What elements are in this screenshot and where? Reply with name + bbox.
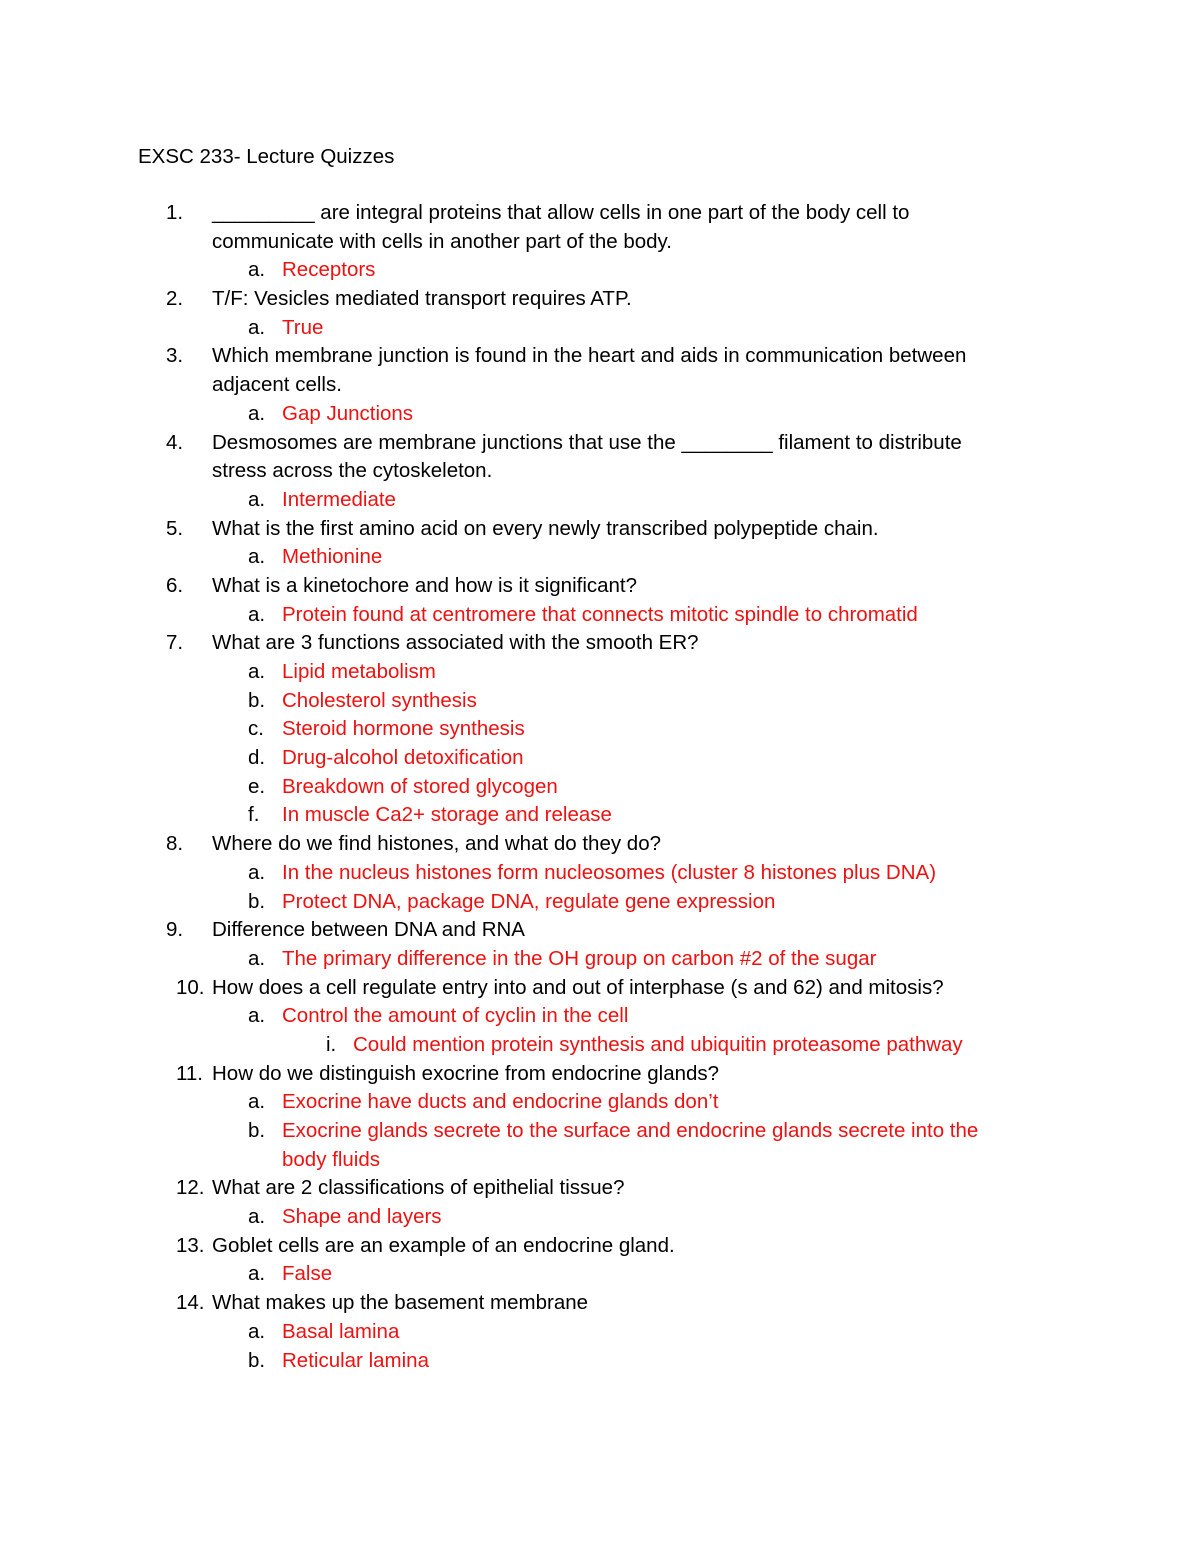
answer-marker: a. <box>248 545 266 569</box>
answer-line <box>0 945 1200 974</box>
answer-text: Reticular lamina <box>282 1348 429 1372</box>
answer-line <box>0 543 1200 572</box>
answer-marker: b. <box>248 889 266 913</box>
question-number: 6. <box>166 573 184 597</box>
question-number: 13. <box>176 1233 205 1257</box>
answer-line <box>0 601 1200 630</box>
question-line <box>0 1060 1200 1089</box>
question-text: What are 3 functions associated with the smooth ER? <box>212 631 699 655</box>
question-number: 10. <box>176 975 205 999</box>
answer-text: Basal lamina <box>282 1319 400 1343</box>
answer-marker: a. <box>248 660 266 683</box>
answer-line <box>0 801 1200 830</box>
answer-text: Breakdown of stored glycogen <box>282 774 558 798</box>
answer-text: The primary difference in the OH group on carbon #2 of the sugar <box>282 946 877 970</box>
question-text: stress across the cytoskeleton. <box>212 459 493 483</box>
answer-marker: e. <box>248 774 266 798</box>
answer-line <box>0 859 1200 888</box>
answer-text: True <box>282 315 324 339</box>
answer-text: False <box>282 1262 333 1286</box>
question-line <box>0 916 1200 945</box>
question-text: What are 2 classifications of epithelial tissue? <box>212 1176 625 1200</box>
question-text: What makes up the basement membrane <box>212 1291 589 1315</box>
document-title: EXSC 233- Lecture Quizzes <box>138 145 395 168</box>
question-number: 9. <box>166 918 184 942</box>
answer-text: Exocrine have ducts and endocrine glands don’t <box>282 1090 719 1114</box>
question-line <box>0 285 1200 314</box>
answer-line <box>0 687 1200 716</box>
question-line <box>0 1174 1200 1203</box>
answer-line <box>0 1002 1200 1031</box>
answer-marker: a. <box>248 1205 266 1229</box>
answer-line <box>0 773 1200 802</box>
question-line <box>0 629 1200 658</box>
answer-text: Methionine <box>282 545 383 569</box>
question-line <box>0 974 1200 1003</box>
answer-marker: a. <box>248 401 266 425</box>
question-number: 1. <box>166 201 184 224</box>
question-number: 4. <box>166 430 184 454</box>
answer-text: Receptors <box>282 258 376 282</box>
answer-marker: a. <box>248 1319 266 1343</box>
answer-text: body fluids <box>282 1147 381 1171</box>
question-line <box>0 199 1200 228</box>
answer-line <box>0 486 1200 515</box>
sub-answer-marker: i. <box>326 1032 337 1056</box>
question-line <box>0 371 1200 400</box>
question-number: 2. <box>166 287 184 311</box>
answer-line <box>0 1347 1200 1376</box>
question-number: 3. <box>166 344 184 368</box>
answer-line <box>0 715 1200 744</box>
answer-line <box>0 1260 1200 1289</box>
answer-line <box>0 658 1200 687</box>
sub-answer-line <box>0 1031 1200 1060</box>
question-number: 8. <box>166 832 184 856</box>
question-line <box>0 1289 1200 1318</box>
answer-line <box>0 1203 1200 1232</box>
answer-marker: b. <box>248 1119 266 1142</box>
answer-marker: a. <box>248 487 266 511</box>
question-line <box>0 457 1200 486</box>
answer-marker: a. <box>248 1090 266 1114</box>
question-text: Which membrane junction is found in the heart and aids in communication between <box>212 344 967 368</box>
answer-line <box>0 256 1200 285</box>
answer-text: Gap Junctions <box>282 401 414 425</box>
question-number: 5. <box>166 516 184 540</box>
question-text: Difference between DNA and RNA <box>212 918 525 942</box>
answer-text: Control the amount of cyclin in the cell <box>282 1004 629 1028</box>
answer-text: In the nucleus histones form nucleosomes (cluster 8 histones plus DNA) <box>282 860 937 884</box>
answer-line <box>0 888 1200 917</box>
question-text: _________ are integral proteins that allow cells in one part of the body cell to <box>212 201 910 224</box>
question-number: 7. <box>166 631 184 655</box>
question-text: communicate with cells in another part of the body. <box>212 229 672 253</box>
answer-line <box>0 314 1200 343</box>
answer-line <box>0 1318 1200 1347</box>
answer-line <box>0 744 1200 773</box>
question-text: What is the first amino acid on every newly transcribed polypeptide chain. <box>212 516 879 540</box>
answer-text: Drug-alcohol detoxification <box>282 746 524 770</box>
question-line <box>0 830 1200 859</box>
answer-text: Intermediate <box>282 487 396 511</box>
question-line <box>0 429 1200 458</box>
answer-marker: a. <box>248 315 266 339</box>
question-number: 14. <box>176 1291 205 1315</box>
question-text: What is a kinetochore and how is it significant? <box>212 573 638 597</box>
question-line <box>0 572 1200 601</box>
question-text: How do we distinguish exocrine from endocrine glands? <box>212 1061 720 1085</box>
question-text: Goblet cells are an example of an endocrine gland. <box>212 1233 675 1257</box>
question-text: Where do we find histones, and what do they do? <box>212 832 662 856</box>
question-line <box>0 1232 1200 1261</box>
answer-marker: f. <box>248 803 260 827</box>
answer-marker: a. <box>248 602 266 626</box>
question-text: Desmosomes are membrane junctions that use the ________ filament to distribute <box>212 430 962 454</box>
question-text: How does a cell regulate entry into and out of interphase (s and 62) and mitosis? <box>212 975 944 999</box>
question-text: adjacent cells. <box>212 373 342 397</box>
question-line <box>0 342 1200 371</box>
answer-text: Protein found at centromere that connects mitotic spindle to chromatid <box>282 602 918 626</box>
question-number: 11. <box>176 1061 203 1085</box>
answer-text: Shape and layers <box>282 1205 442 1229</box>
answer-marker: c. <box>248 717 264 741</box>
question-line <box>0 515 1200 544</box>
answer-text: Protect DNA, package DNA, regulate gene expression <box>282 889 776 913</box>
answer-marker: a. <box>248 258 266 282</box>
answer-marker: b. <box>248 688 266 712</box>
question-list <box>0 199 1200 1375</box>
answer-marker: a. <box>248 1004 266 1028</box>
question-line <box>0 228 1200 257</box>
answer-marker: a. <box>248 946 266 970</box>
answer-text: In muscle Ca2+ storage and release <box>282 803 612 827</box>
answer-text: Exocrine glands secrete to the surface and endocrine glands secrete into the <box>282 1119 979 1142</box>
answer-text: Cholesterol synthesis <box>282 688 477 712</box>
answer-line <box>0 1146 1200 1175</box>
answer-text: Steroid hormone synthesis <box>282 717 525 741</box>
answer-line <box>0 1117 1200 1146</box>
answer-line <box>0 400 1200 429</box>
answer-line <box>0 1088 1200 1117</box>
answer-text: Lipid metabolism <box>282 660 436 683</box>
sub-answer-text: Could mention protein synthesis and ubiquitin proteasome pathway <box>353 1032 963 1056</box>
question-number: 12. <box>176 1176 205 1200</box>
question-text: T/F: Vesicles mediated transport requires ATP. <box>212 287 632 311</box>
answer-marker: a. <box>248 1262 266 1286</box>
answer-marker: b. <box>248 1348 266 1372</box>
answer-marker: d. <box>248 746 266 770</box>
answer-marker: a. <box>248 860 266 884</box>
